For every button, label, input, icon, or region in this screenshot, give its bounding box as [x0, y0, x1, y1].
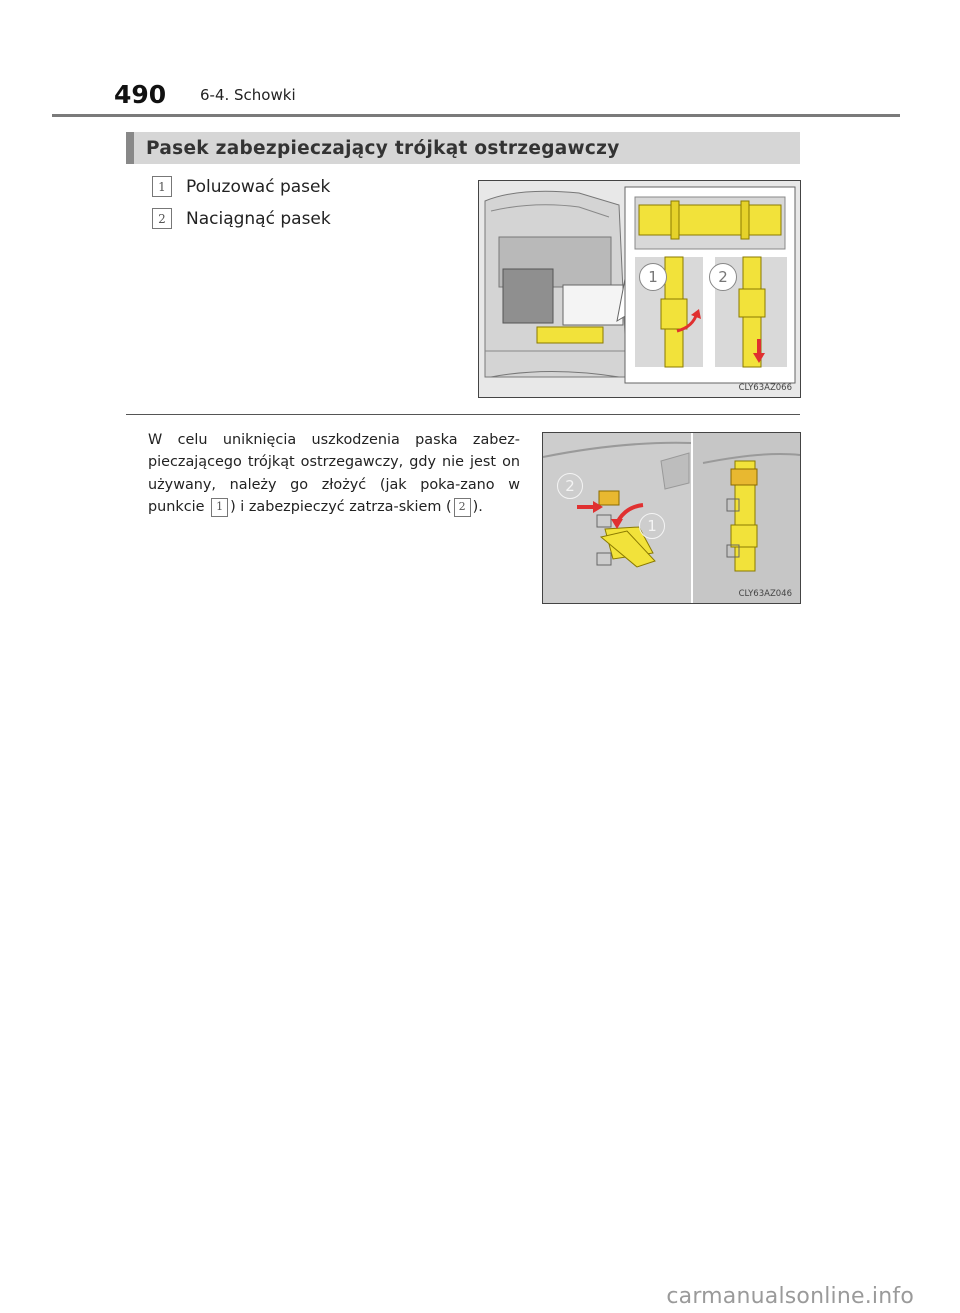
- step-number-box: 2: [152, 208, 172, 229]
- section-heading-bar: [126, 132, 800, 164]
- step-number-box: 1: [152, 176, 172, 197]
- section-title: 6-4. Schowki: [200, 86, 296, 104]
- step-text: Poluzować pasek: [186, 176, 331, 197]
- heading-marker: [126, 132, 134, 164]
- step-text: Naciągnąć pasek: [186, 208, 331, 229]
- callout-1: 1: [639, 263, 667, 291]
- watermark: carmanualsonline.info: [666, 1284, 914, 1309]
- figure-code: CLY63AZ046: [738, 589, 792, 599]
- callout-1: 1: [639, 513, 665, 539]
- strap-fold-illustration: [543, 433, 800, 603]
- section-divider: [126, 414, 800, 415]
- figure-strap-fold: [542, 432, 801, 604]
- figure-code: CLY63AZ066: [738, 383, 792, 393]
- note-part-3: ).: [472, 499, 483, 516]
- page-number: 490: [114, 80, 167, 109]
- section-heading: Pasek zabezpieczający trójkąt ostrzegawczy: [146, 137, 620, 159]
- trunk-strap-illustration: [479, 181, 800, 397]
- callout-2: 2: [709, 263, 737, 291]
- ref-step-1: 1: [211, 498, 228, 517]
- note-part-1: W celu uniknięcia uszkodzenia paska zabez-pieczającego trójkąt ostrzegawczy, gdy nie jest on używany, należy go złożyć (jak poka-zano w punkcie: [148, 432, 520, 516]
- note-part-2: ) i zabezpieczyć zatrza-skiem (: [230, 499, 452, 516]
- callout-2: 2: [557, 473, 583, 499]
- note-text: [148, 429, 520, 519]
- step-1: [152, 176, 330, 197]
- header-divider: [52, 114, 900, 117]
- figure-trunk-strap: [478, 180, 801, 398]
- step-2: [152, 208, 331, 229]
- ref-step-2: 2: [454, 498, 471, 517]
